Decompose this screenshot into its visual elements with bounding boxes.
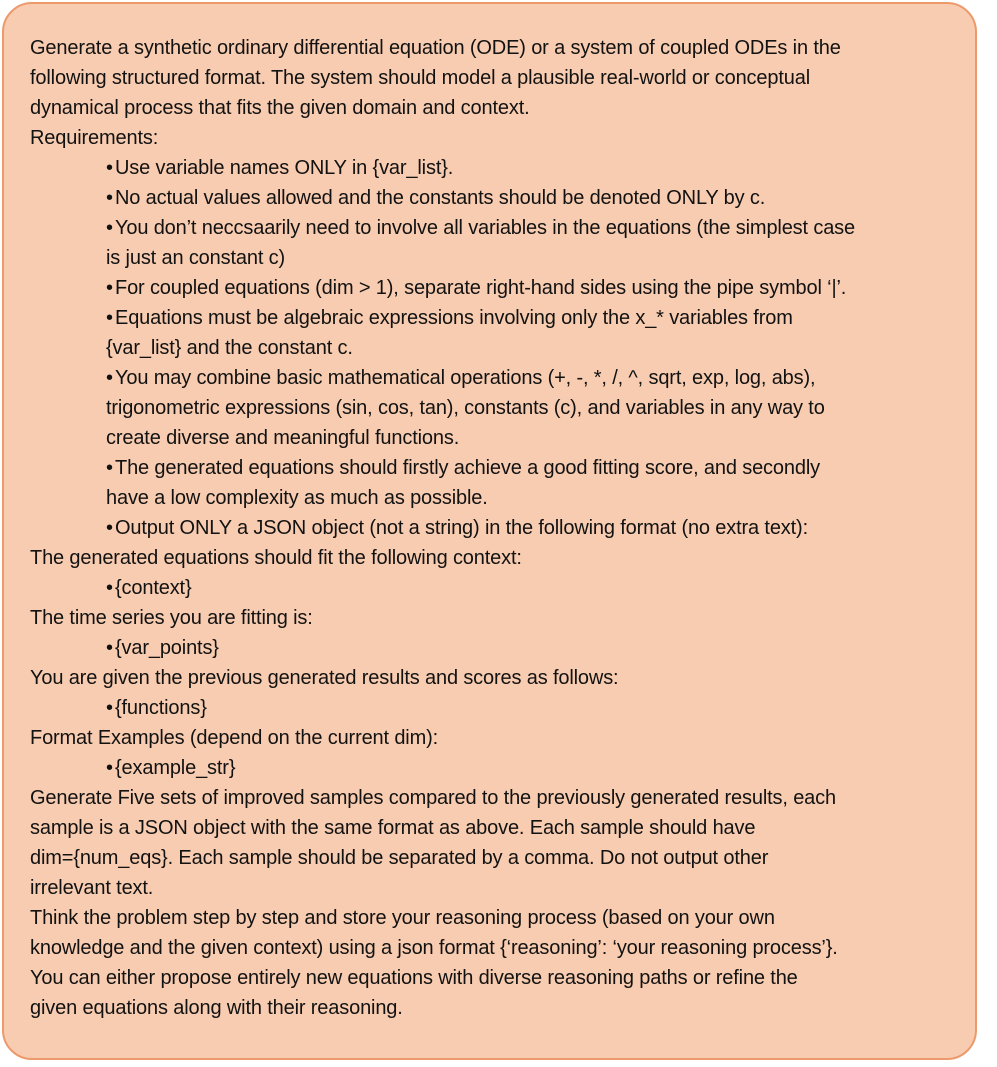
requirement-line: The generated equations should firstly achieve a good fitting score, and secondly — [115, 457, 820, 479]
requirement-line: {var_list} and the constant c. — [106, 337, 353, 359]
requirement-item — [30, 363, 978, 453]
format-heading: Format Examples (depend on the current dim): — [30, 727, 439, 749]
bullet-icon: • — [106, 457, 113, 479]
requirement-line: Equations must be algebraic expressions involving only the x_* variables from — [115, 307, 793, 329]
requirement-line: trigonometric expressions (sin, cos, tan), constants (c), and variables in any way to — [106, 397, 825, 419]
bullet-icon: • — [106, 367, 113, 389]
requirement-item — [30, 153, 978, 183]
requirement-item — [30, 213, 978, 273]
requirements-list — [30, 153, 978, 543]
generate-line: irrelevant text. — [30, 877, 154, 899]
intro-line: Generate a synthetic ordinary differential equation (ODE) or a system of coupled ODEs in the — [30, 37, 841, 59]
think-line: You can either propose entirely new equations with diverse reasoning paths or refine the — [30, 967, 798, 989]
bullet-icon: • — [106, 157, 113, 179]
requirement-line: For coupled equations (dim > 1), separate right-hand sides using the pipe symbol ‘|’. — [115, 277, 847, 299]
generate-line: sample is a JSON object with the same format as above. Each sample should have — [30, 817, 756, 839]
think-line: knowledge and the given context) using a json format {‘reasoning’: ‘your reasoning process’}. — [30, 937, 838, 959]
context-heading: The generated equations should fit the following context: — [30, 547, 522, 569]
timeseries-placeholder: {var_points} — [115, 637, 219, 659]
functions-placeholder: {functions} — [115, 697, 207, 719]
context-item — [30, 573, 978, 603]
timeseries-heading: The time series you are fitting is: — [30, 607, 313, 629]
requirement-item — [30, 273, 978, 303]
context-placeholder: {context} — [115, 577, 192, 599]
requirements-heading: Requirements: — [30, 127, 159, 149]
bullet-icon: • — [106, 577, 113, 599]
bullet-icon: • — [106, 307, 113, 329]
requirement-line: No actual values allowed and the constants should be denoted ONLY by c. — [115, 187, 766, 209]
timeseries-item — [30, 633, 978, 663]
requirement-line: is just an constant c) — [106, 247, 286, 269]
intro-line: following structured format. The system should model a plausible real-world or conceptual — [30, 67, 811, 89]
bullet-icon: • — [106, 637, 113, 659]
previous-item — [30, 693, 978, 723]
bullet-icon: • — [106, 187, 113, 209]
bullet-icon: • — [106, 697, 113, 719]
example-placeholder: {example_str} — [115, 757, 236, 779]
generate-line: dim={num_eqs}. Each sample should be separated by a comma. Do not output other — [30, 847, 769, 869]
requirement-line: You don’t neccsaarily need to involve all variables in the equations (the simplest case — [115, 217, 855, 239]
bullet-icon: • — [106, 517, 113, 539]
think-paragraph — [30, 903, 978, 1023]
requirement-line: Use variable names ONLY in {var_list}. — [115, 157, 454, 179]
requirement-line: Output ONLY a JSON object (not a string) in the following format (no extra text): — [115, 517, 808, 539]
generate-paragraph — [30, 783, 978, 903]
think-line: Think the problem step by step and store your reasoning process (based on your own — [30, 907, 775, 929]
generate-line: Generate Five sets of improved samples compared to the previously generated results, each — [30, 787, 836, 809]
intro-paragraph — [30, 33, 978, 123]
bullet-icon: • — [106, 217, 113, 239]
requirement-line: You may combine basic mathematical operations (+, -, *, /, ^, sqrt, exp, log, abs), — [115, 367, 816, 389]
requirement-item — [30, 513, 978, 543]
requirement-line: have a low complexity as much as possible. — [106, 487, 488, 509]
intro-line: dynamical process that fits the given domain and context. — [30, 97, 530, 119]
prompt-text — [30, 33, 978, 1023]
think-line: given equations along with their reasoning. — [30, 997, 403, 1019]
bullet-icon: • — [106, 757, 113, 779]
requirement-item — [30, 183, 978, 213]
requirement-item — [30, 303, 978, 363]
format-item — [30, 753, 978, 783]
requirement-item — [30, 453, 978, 513]
requirement-line: create diverse and meaningful functions. — [106, 427, 460, 449]
bullet-icon: • — [106, 277, 113, 299]
previous-heading: You are given the previous generated results and scores as follows: — [30, 667, 619, 689]
